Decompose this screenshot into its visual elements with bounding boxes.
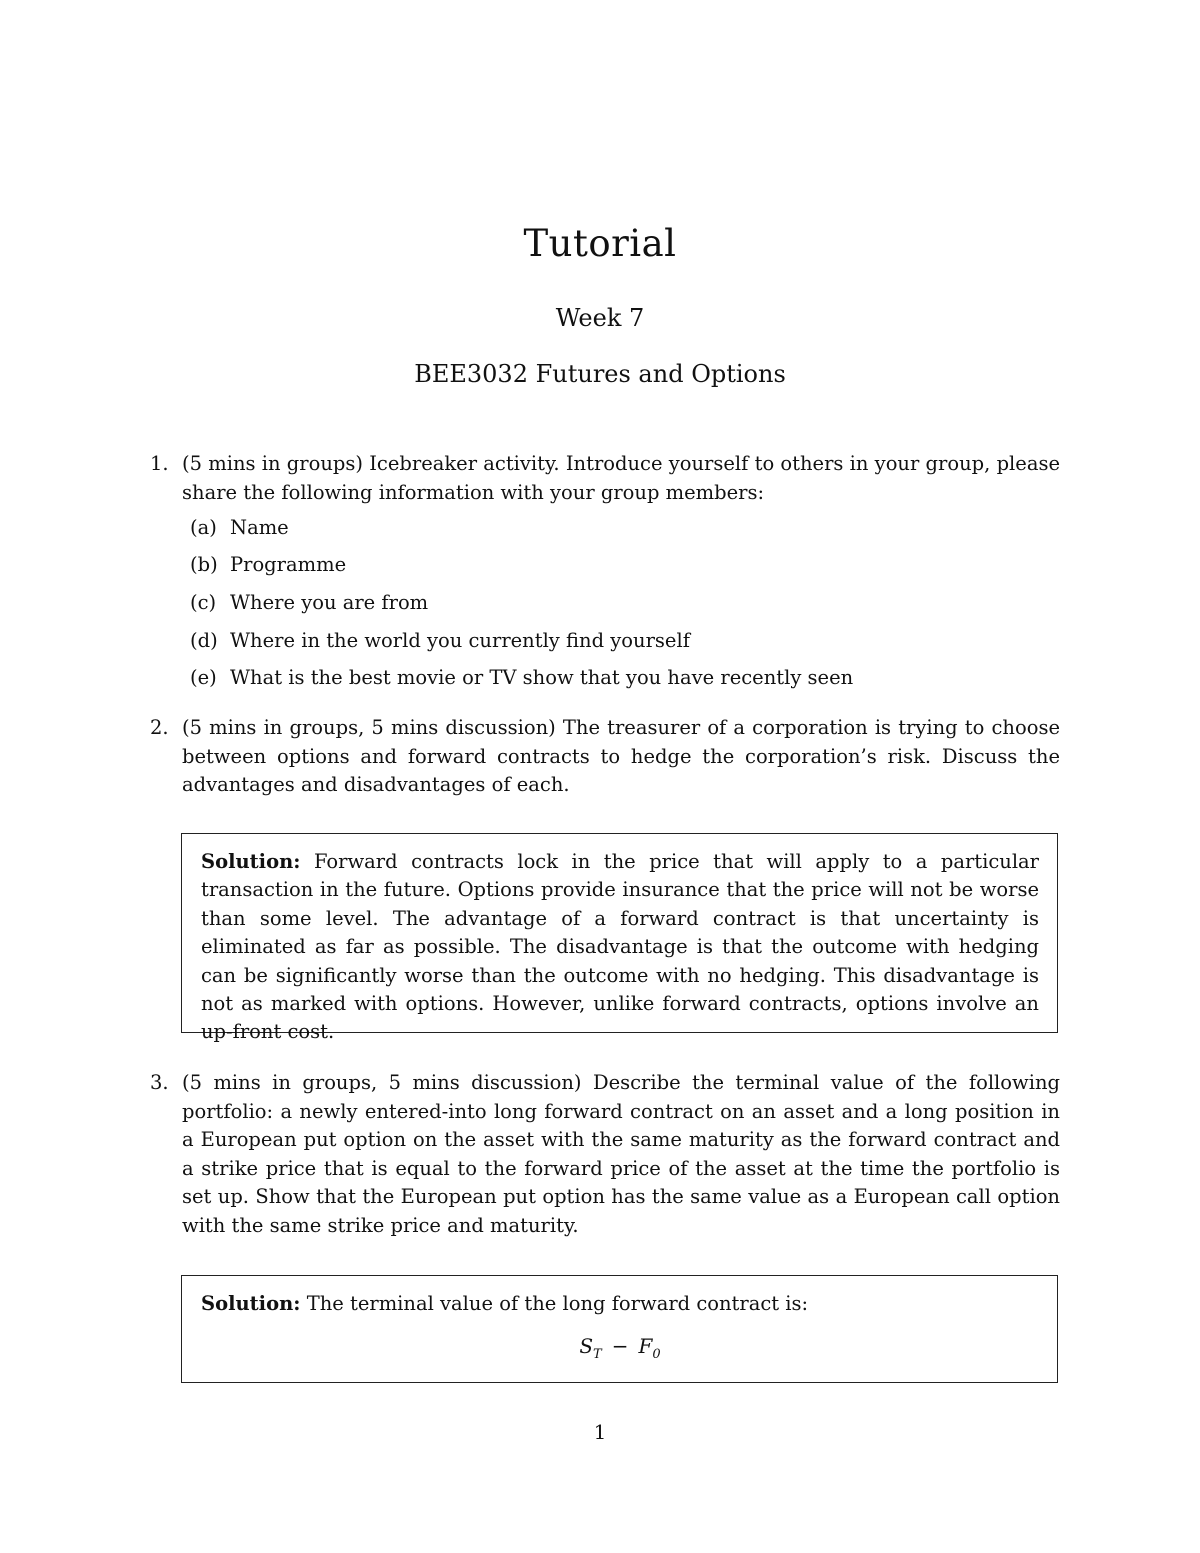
list-item-label: (b) (190, 553, 218, 576)
list-item (190, 591, 428, 614)
formula-subscript: T (593, 1347, 602, 1363)
question-number: 1. (150, 452, 169, 475)
list-item-label: (a) (190, 516, 217, 539)
list-item-label: (d) (190, 629, 218, 652)
question-2 (150, 714, 1060, 800)
formula-subscript: 0 (652, 1347, 661, 1363)
list-item-text: Programme (230, 553, 347, 576)
week-label: Week 7 (555, 304, 645, 332)
solution-text: Forward contracts lock in the price that will apply to a particular transaction in the future. Options provide insurance that the price will not be worse than some level. The advantage of a forward contract is that uncertainty is eliminated as far as possible. The disadvantage is that the outcome with hedging can be significantly worse than the outcome with no hedging. This disadvantage is not as marked with options. However, unlike forward contracts, options involve an up-front cost. (201, 850, 1040, 1044)
list-item (190, 629, 690, 652)
list-item-label: (c) (190, 591, 217, 614)
question-text: (5 mins in groups, 5 mins discussion) The treasurer of a corporation is trying to choose between options and forward contracts to hedge the corporation’s risk. Discuss the advantages and disadvantages of each. (182, 716, 1060, 796)
document-title: Tutorial (523, 222, 677, 265)
question-text: (5 mins in groups, 5 mins discussion) Describe the terminal value of the following portfolio: a newly entered-into long forward contract on an asset and a long position in a European put option on the asset with the same maturity as the forward contract and a strike price that is equal to the forward price of the asset at the time the portfolio is set up. Show that the European put option has the same value as a European call option with the same strike price and maturity. (182, 1071, 1060, 1237)
solution-label: Solution: (201, 1292, 301, 1315)
list-item-text: Name (230, 516, 289, 539)
formula-operator: − (611, 1334, 629, 1359)
list-item (190, 553, 346, 576)
question-3 (150, 1069, 1060, 1240)
question-number: 3. (150, 1071, 169, 1094)
list-item-label: (e) (190, 666, 217, 689)
question-number: 2. (150, 716, 169, 739)
page-number: 1 (593, 1420, 607, 1444)
question-1 (150, 450, 1060, 507)
list-item-text: Where in the world you currently find yourself (230, 629, 690, 652)
solution-box (181, 1275, 1058, 1383)
list-item-text: What is the best movie or TV show that you have recently seen (230, 666, 854, 689)
course-title: BEE3032 Futures and Options (414, 360, 786, 388)
list-item-text: Where you are from (230, 591, 429, 614)
formula (201, 1332, 1039, 1369)
solution-box (181, 833, 1058, 1044)
solution-label: Solution: (201, 850, 301, 873)
solution-text: The terminal value of the long forward contract is: (306, 1292, 809, 1315)
list-item (190, 666, 853, 689)
question-text: (5 mins in groups) Icebreaker activity. Introduce yourself to others in your group, please share the following information with your group members: (182, 452, 1060, 504)
formula-variable: F (638, 1334, 653, 1359)
list-item (190, 516, 289, 539)
formula-variable: S (579, 1334, 594, 1359)
